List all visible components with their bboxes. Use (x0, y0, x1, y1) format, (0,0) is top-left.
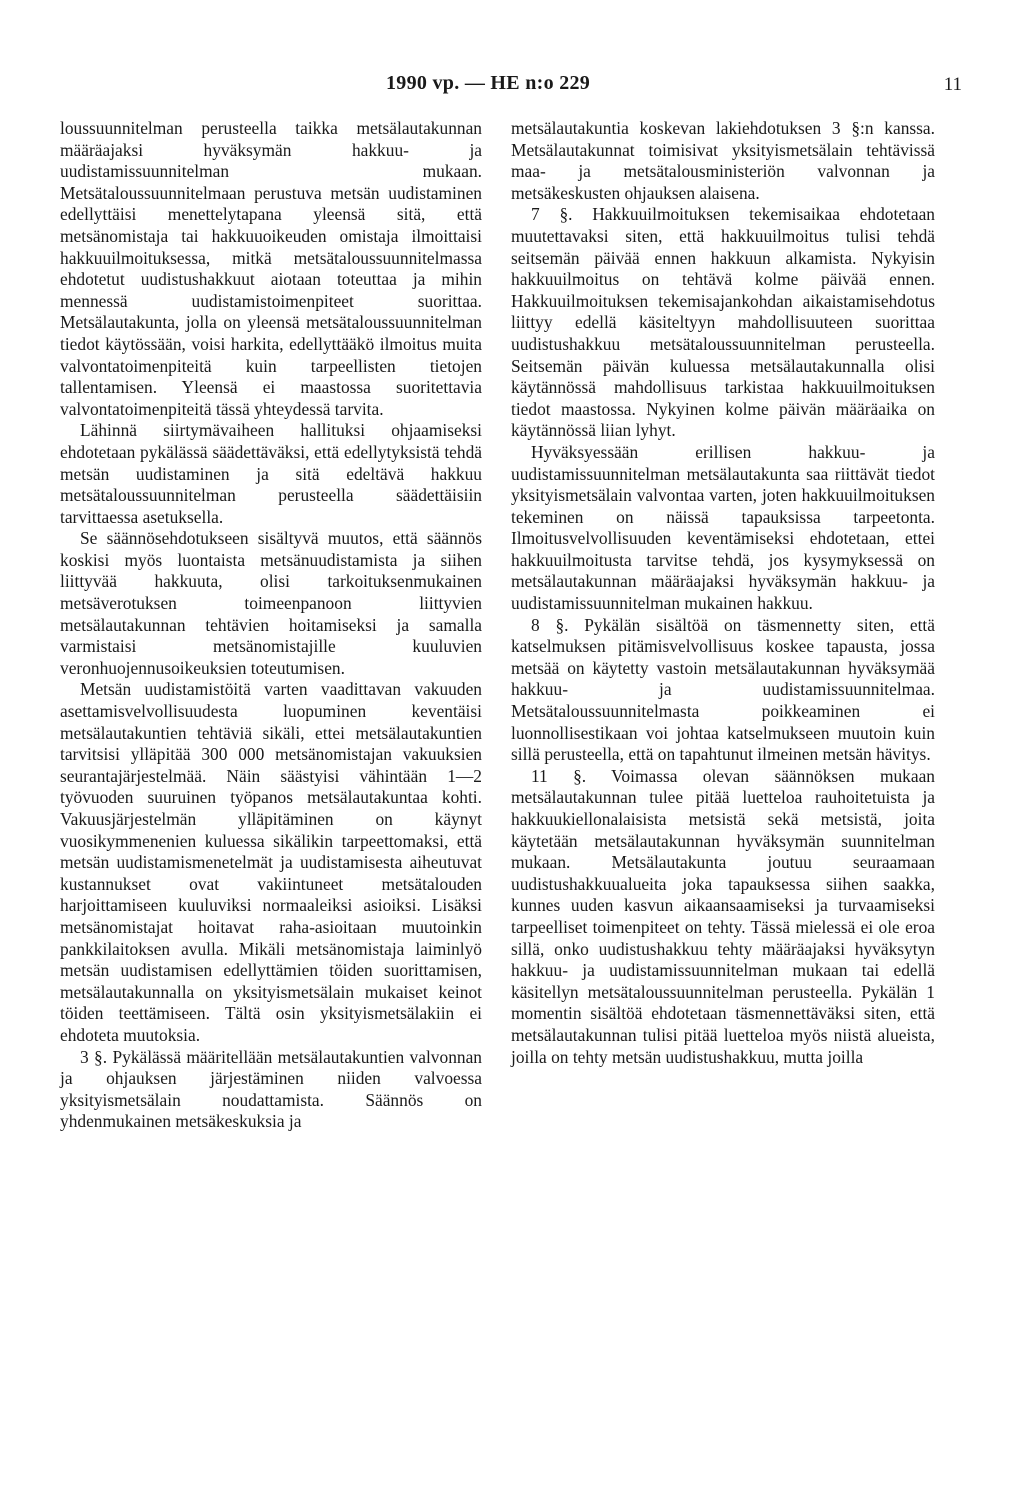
left-paragraph-2: Lähinnä siirtymävaiheen hallituksi ohjaamiseksi ehdotetaan pykälässä säädettäväksi, että edellytyksistä tehdä metsän uudistaminen ja sitä edeltävä hakkuu metsätaloussuunnitelman perusteella säädettäisiin tarvittaessa asetuksella. (60, 420, 482, 527)
right-paragraph-1: metsälautakuntia koskevan lakiehdotuksen 3 §:n kanssa. Metsälautakunnat toimisivat yksityismetsälain tehtävissä maa- ja metsätalousministeriön valvonnan ja metsäkeskusten ohjauksen alaisena. (511, 118, 935, 203)
right-paragraph-2: 7 §. Hakkuuilmoituksen tekemisaikaa ehdotetaan muutettavaksi siten, että hakkuuilmoitus tulisi tehdä seitsemän päivää ennen hakkuun alkamista. Nykyisin hakkuuilmoitus on tehtävä kolme päivää ennen. Hakkuuilmoituksen tekemisajankohdan aikaistamisehdotus liittyy edellä käsiteltyyn mahdollisuuteen suorittaa uudistushakkuu metsätaloussuunnitelman perusteella. Seitsemän päivän kuluessa metsälautakunnalla olisi käytännössä mahdollisuus tarkistaa hakkuuilmoituksen tiedot maastossa. Nykyinen kolme päivän määräaika on käytännössä liian lyhyt. (511, 204, 935, 441)
right-paragraph-4: 8 §. Pykälän sisältöä on täsmennetty siten, että katselmuksen pitämisvelvollisuus koskee tapausta, jossa metsää on käytetty vastoin metsälautakunnan hyväksymää hakkuu- ja uudistamissuunnitelmaa. Metsätaloussuunnitelmasta poikkeaminen ei luonnollisestikaan voi johtaa katselmukseen muutoin kuin sillä perusteella, että on tapahtunut ilmeinen metsän hävitys. (511, 614, 935, 765)
header-title: 1990 vp. — HE n:o 229 (386, 72, 591, 94)
left-paragraph-4: Metsän uudistamistöitä varten vaadittavan vakuuden asettamisvelvollisuudesta luopuminen keventäisi metsälautakuntien tehtäviä sikäli, ettei metsälautakuntien tarvitsisi ylläpitää 300 000 metsänomistajan vakuuksien seurantajärjestelmää. Näin säästyisi vähintään 1—2 työvuoden suuruinen työpanos metsälautakuntaa kohti. Vakuusjärjestelmän ylläpitäminen on käynyt vuosikymmenenien kuluessa sikälikin tarpeettomaksi, että metsän uudistamismenetelmät ja uudistamisesta aiheutuvat kustannukset ovat vakiintuneet metsätalouden harjoittamiseen kuuluviksi normaaleiksi asioiksi. Lisäksi metsänomistajat hoitavat raha-asioitaan muutoinkin pankkilaitoksen avulla. Mikäli metsänomistaja laiminlyö metsän uudistamisen edellyttämien töiden suorittamisen, metsälautakunnalla on yksityismetsälain mukaiset keinot töiden teettämiseen. Tältä osin yksityismetsälakiin ei ehdoteta muutoksia. (60, 679, 482, 1045)
right-paragraph-3: Hyväksyessään erillisen hakkuu- ja uudistamissuunnitelman metsälautakunta saa riittävät tiedot yksityismetsälain valvontaa varten, joten hakkuuilmoituksen tekeminen on näissä tapauksissa tarpeetonta. Ilmoitusvelvollisuuden keventämiseksi ehdotetaan, ettei hakkuuilmoitusta tarvitse tehdä, jos kysymyksessä on metsälautakunnan määräajaksi hyväksymän hakkuu- ja uudistamissuunnitelman mukainen hakkuu. (511, 441, 935, 614)
right-column (511, 118, 935, 1068)
left-column (60, 118, 482, 1133)
page-number: 11 (943, 74, 962, 95)
left-paragraph-5: 3 §. Pykälässä määritellään metsälautakuntien valvonnan ja ohjauksen järjestäminen niiden valvoessa yksityismetsälain noudattamista. Säännös on yhdenmukainen metsäkeskuksia ja (60, 1046, 482, 1132)
page-header (0, 72, 1024, 102)
right-paragraph-5: 11 §. Voimassa olevan säännöksen mukaan metsälautakunnan tulee pitää luetteloa rauhoitetuista ja hakkuukiellonalaisista metsistä sekä metsistä, joita käytetään metsälautakunnan hyväksymän suunnitelman mukaan. Metsälautakunta joutuu seuraamaan uudistushakkuualueita joka tapauksessa siihen saakka, kunnes uuden kasvun aikaansaamiseksi ja turvaamiseksi tarpeelliset toimenpiteet on tehty. Tässä mielessä ei ole eroa sillä, onko uudistushakkuu tehty määräajaksi hyväksytyn hakkuu- ja uudistamissuunnitelman mukaan tai edellä käsitellyn metsätaloussuunnitelman perusteella. Pykälän 1 momentin sisältöä ehdotetaan täsmennettäväksi siten, että metsälautakunnan tulisi pitää luetteloa myös niistä alueista, joilla on tehty metsän uudistushakkuu, mutta joilla (511, 765, 935, 1067)
left-paragraph-3: Se säännösehdotukseen sisältyvä muutos, että säännös koskisi myös luontaista metsänuudistamista ja siihen liittyvää hakkuuta, olisi tarkoituksenmukainen metsäverotuksen toimeenpanoon liittyvien metsälautakunnan tehtävien hoitamiseksi ja samalla varmistaisi metsänomistajille kuuluvien veronhuojennusoikeuksien toteutumisen. (60, 528, 482, 678)
left-paragraph-1: loussuunnitelman perusteella taikka metsälautakunnan määräajaksi hyväksymän hakkuu- ja uudistamissuunnitelman mukaan. Metsätaloussuunnitelmaan perustuva metsän uudistaminen edellyttäisi menettelytapana yleensä sitä, että metsänomistaja tai hakkuuoikeuden omistaja ilmoittaisi hakkuuilmoituksessa, mitkä metsätaloussuunnitelmassa ehdotetut uudistushakkuut aiotaan toteuttaa ja mihin mennessä uudistamistoimenpiteet suorittaa. Metsälautakunta, jolla on yleensä metsätaloussuunnitelman tiedot käytössään, voisi harkita, edellyttääkö ilmoitus muita valvontatoimenpiteitä kuin tarpeellisten tietojen tallentamisen. Yleensä ei maastossa suoritettavia valvontatoimenpiteitä tässä yhteydessä tarvita. (60, 118, 482, 419)
